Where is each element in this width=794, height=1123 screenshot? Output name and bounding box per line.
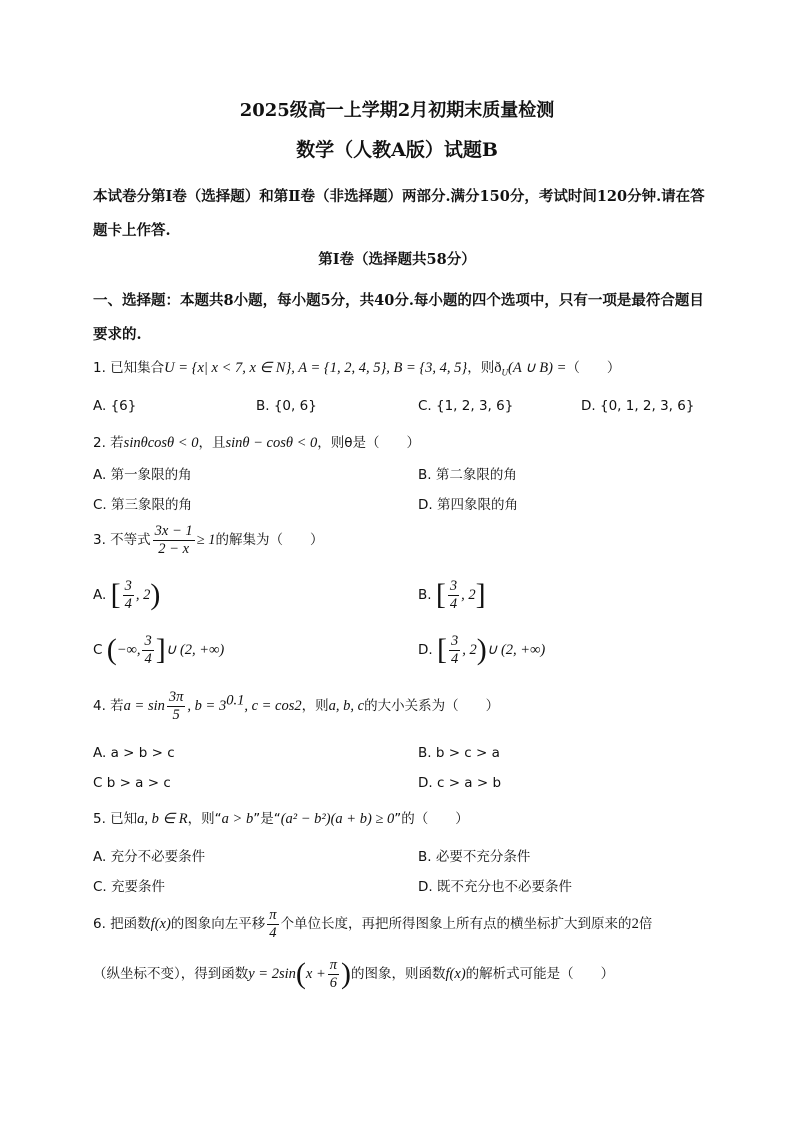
question-2-option-b: B. 第二象限的角: [418, 467, 517, 483]
exam-instructions: 本试卷分第Ⅰ卷（选择题）和第Ⅱ卷（非选择题）两部分.满分150分，考试时间120分钟.请在答题卡上作答.: [93, 188, 705, 239]
question-3-stem: 3. 不等式 $\frac{3x - 1}{2 - x}$ ≥ 1的解集为（ ）: [93, 523, 324, 557]
question-5-option-b: B. 必要不充分条件: [418, 849, 531, 865]
question-4-option-c: C b > a > c: [93, 775, 171, 791]
question-6-stem-line-1: 6. 把函数f(x)的图象向左平移 $\frac{\pi}{4}$ 个单位长度，再把所得图象上所有点的横坐标扩大到原来的2倍: [93, 907, 653, 941]
question-1-option-d: D. {0, 1, 2, 3, 6}: [581, 398, 695, 414]
question-5-option-c: C. 充要条件: [93, 879, 166, 895]
question-3-option-b: B. [ $\frac{3}{4}$ , 2]: [418, 578, 486, 612]
question-4-option-d: D. c > a > b: [418, 775, 502, 791]
question-3-option-d: D. [ $\frac{3}{4}$ , 2)∪ (2, +∞): [418, 633, 546, 667]
exam-title: 2025级高一上学期2月初期末质量检测: [239, 100, 555, 121]
question-1-option-b: B. {0, 6}: [256, 398, 317, 414]
question-5-option-a: A. 充分不必要条件: [93, 849, 206, 865]
question-5-option-d: D. 既不充分也不必要条件: [418, 879, 572, 895]
question-1-option-a: A. {6}: [93, 398, 137, 414]
question-4-stem: 4. 若a = sin $\frac{3\pi}{5}$ , $b = 3^{0.1}$, c = cos2，则a, b, c的大小关系为（ ）: [93, 689, 500, 723]
question-4-option-b: B. b > c > a: [418, 745, 500, 761]
question-4-option-a: A. a > b > c: [93, 745, 175, 761]
question-3-option-c: C (−∞, $\frac{3}{4}$ ]∪ (2, +∞): [93, 633, 225, 667]
question-1-stem: 1. 已知集合U = {x| x < 7, x ∈ N}, A = {1, 2, 4, 5}, B = {3, 4, 5}，则$ð_U(A$ ∪ B) =（ ）: [93, 360, 621, 378]
question-5-stem: 5. 已知a, b ∈ R，则“a > b”是“(a² − b²)(a + b) ≥ 0”的（ ）: [93, 811, 469, 827]
question-6-fraction-phase: $\frac{\pi}{6}$: [329, 957, 338, 991]
question-6-fraction-shift: $\frac{\pi}{4}$: [269, 907, 277, 941]
question-3-fraction: $\frac{3x - 1}{2 - x}$: [154, 523, 193, 557]
question-2-option-d: D. 第四象限的角: [418, 497, 518, 513]
question-2-stem: 2. 若sinθcosθ < 0，且sinθ − cosθ < 0，则θ是（ ）: [93, 435, 421, 451]
question-1-option-c: C. {1, 2, 3, 6}: [418, 398, 514, 414]
question-4-fraction: $\frac{3\pi}{5}$: [168, 689, 184, 723]
section-one-heading: 一、选择题：本题共8小题，每小题5分，共40分.每小题的四个选项中，只有一项是最符合题目要求的.: [93, 292, 704, 343]
question-6-stem-line-2: （纵坐标不变），得到函数y = 2sin(x + $\frac{\pi}{6}$ )的图象，则函数f(x)的解析式可能是（ ）: [93, 957, 615, 991]
exam-subtitle: 数学（人教A版）试题B: [296, 139, 498, 161]
question-2-option-a: A. 第一象限的角: [93, 467, 192, 483]
part-one-heading: 第Ⅰ卷（选择题共58分）: [318, 251, 476, 268]
question-2-option-c: C. 第三象限的角: [93, 497, 193, 513]
question-3-option-a: A. [ $\frac{3}{4}$ , 2): [93, 578, 161, 612]
